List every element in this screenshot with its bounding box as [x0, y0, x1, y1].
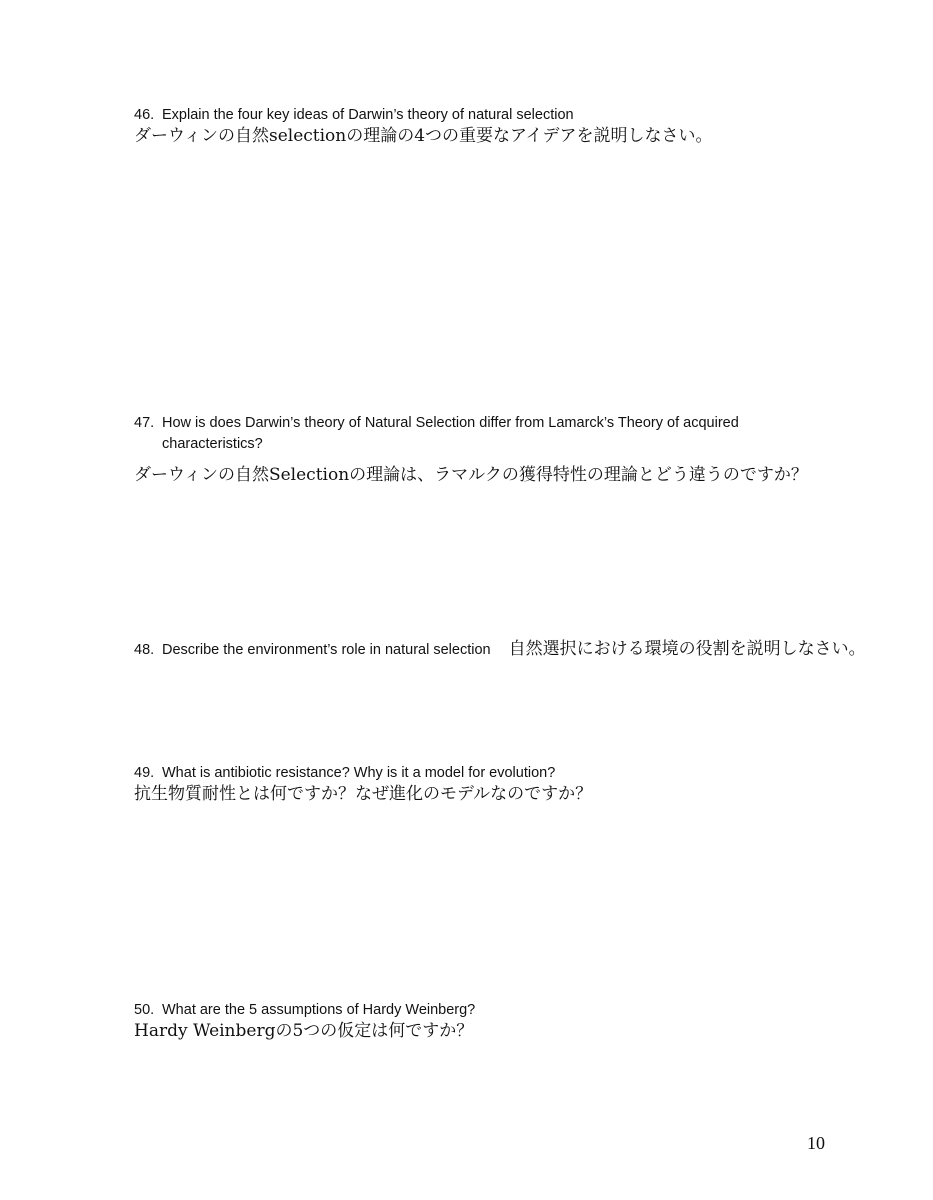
question-49	[134, 764, 592, 805]
question-46-japanese: ダーウィンの自然selectionの理論の4つの重要なアイデアを説明しなさい。	[134, 126, 713, 146]
question-48-english	[134, 642, 491, 658]
question-50	[134, 1001, 475, 1042]
question-48	[134, 638, 866, 660]
question-48-number: 48.	[134, 642, 155, 658]
question-47-english	[134, 414, 808, 433]
question-50-text: What are the 5 assumptions of Hardy Weinberg?	[162, 1002, 476, 1018]
question-47-text-line2: characteristics?	[162, 436, 263, 452]
question-50-english	[134, 1001, 475, 1020]
question-47-text-line1: How is does Darwin’s theory of Natural Selection differ from Lamarck’s Theory of acquired	[162, 415, 739, 431]
question-49-english	[134, 764, 592, 783]
question-47	[134, 414, 808, 486]
question-47-number: 47.	[134, 415, 155, 431]
question-49-number: 49.	[134, 765, 155, 781]
question-48-text: Describe the environment’s role in natural selection	[162, 642, 491, 658]
question-48-japanese: 自然選択における環境の役割を説明しなさい。	[508, 639, 866, 659]
question-46-english	[134, 106, 713, 125]
question-46-text: Explain the four key ideas of Darwin’s theory of natural selection	[162, 107, 574, 123]
question-50-number: 50.	[134, 1002, 155, 1018]
question-46-number: 46.	[134, 107, 155, 123]
question-50-japanese: Hardy Weinbergの5つの仮定は何ですか？	[134, 1021, 474, 1041]
page-number: 10	[807, 1133, 825, 1153]
question-49-text: What is antibiotic resistance? Why is it a model for evolution?	[162, 765, 556, 781]
question-49-japanese: 抗生物質耐性とは何ですか？なぜ進化のモデルなのですか？	[134, 784, 593, 804]
question-46	[134, 106, 713, 147]
question-47-japanese: ダーウィンの自然Selectionの理論は、ラマルクの獲得特性の理論とどう違うのですか？	[134, 465, 808, 485]
